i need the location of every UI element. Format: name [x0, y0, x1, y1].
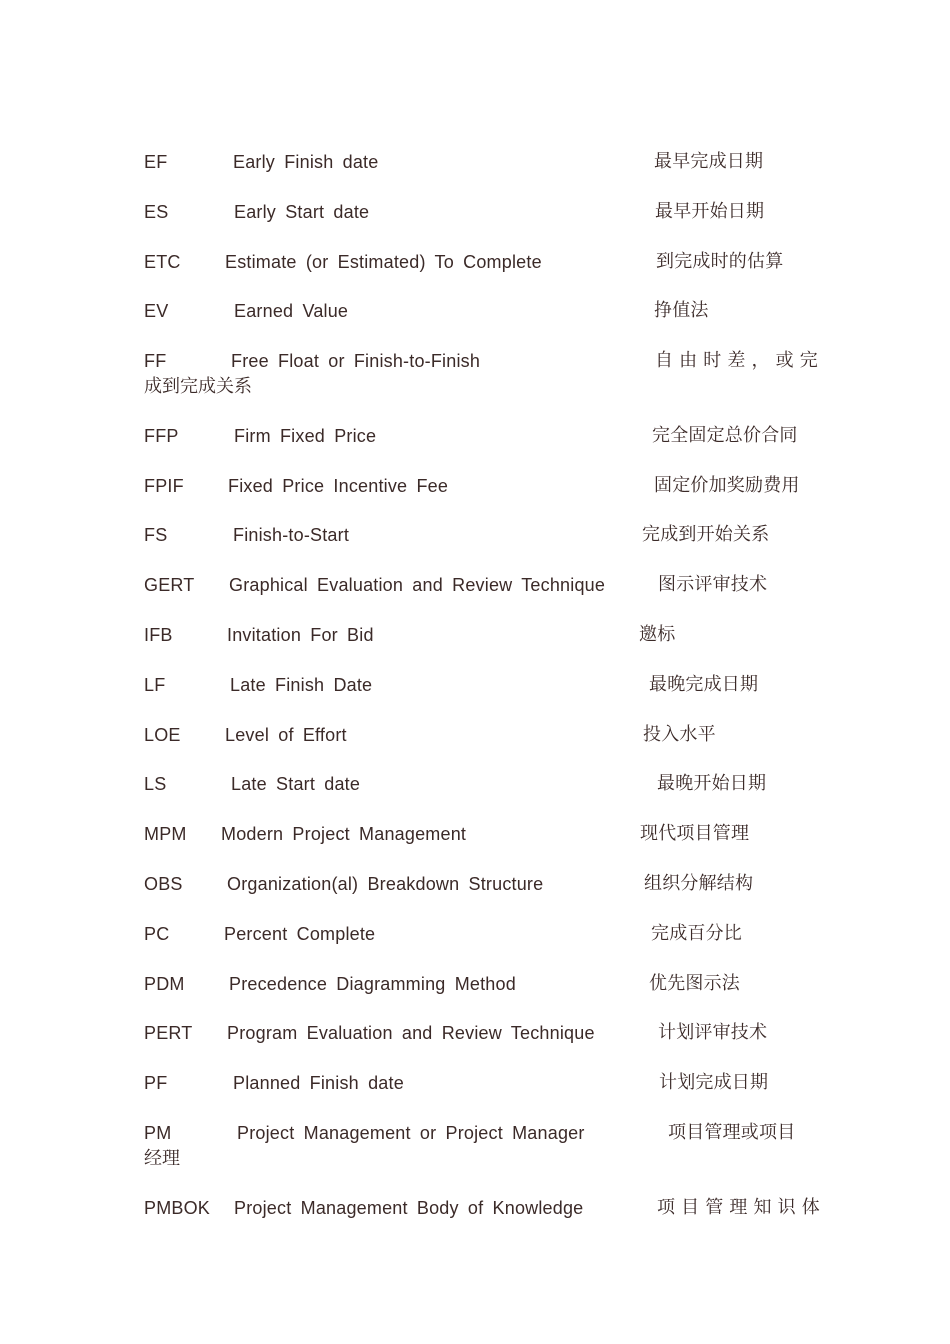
english-term: Project Management or Project Manager — [237, 1123, 585, 1143]
glossary-entry-obs — [0, 871, 950, 897]
glossary-entry-ef — [0, 149, 950, 175]
glossary-entry-pert — [0, 1020, 950, 1046]
english-term: Project Management Body of Knowledge — [234, 1198, 584, 1218]
english-term: Percent Complete — [224, 924, 376, 944]
abbreviation: FPIF — [144, 476, 184, 496]
chinese-term: 项目管理或项目 — [668, 1122, 796, 1143]
chinese-term: 组织分解结构 — [644, 873, 754, 894]
english-term: Finish-to-Start — [233, 525, 350, 545]
english-term: Firm Fixed Price — [234, 426, 377, 446]
english-term: Precedence Diagramming Method — [229, 974, 516, 994]
chinese-term: 图示评审技术 — [658, 574, 768, 595]
chinese-term: 挣值法 — [654, 300, 709, 321]
english-term: Level of Effort — [225, 725, 347, 745]
english-term: Organization(al) Breakdown Structure — [227, 874, 544, 894]
english-term: Late Start date — [231, 774, 361, 794]
chinese-term: 固定价加奖励费用 — [654, 475, 800, 496]
chinese-term: 现代项目管理 — [640, 823, 750, 844]
abbreviation: EF — [144, 152, 168, 172]
glossary-entry-gert — [0, 572, 950, 598]
abbreviation: EV — [144, 301, 169, 321]
english-term: Early Start date — [234, 202, 370, 222]
english-term: Early Finish date — [233, 152, 379, 172]
abbreviation: LS — [144, 774, 167, 794]
glossary-entry-pdm — [0, 971, 950, 997]
glossary-entry-fs — [0, 522, 950, 548]
chinese-term: 计划评审技术 — [658, 1022, 768, 1043]
abbreviation: PMBOK — [144, 1198, 211, 1218]
abbreviation: FFP — [144, 426, 179, 446]
chinese-term: 邀标 — [639, 624, 676, 645]
glossary-entry-es — [0, 199, 950, 225]
abbreviation: PERT — [144, 1023, 193, 1043]
chinese-term: 到完成时的估算 — [656, 251, 784, 272]
abbreviation: LOE — [144, 725, 181, 745]
chinese-term: 最早完成日期 — [654, 151, 764, 172]
abbreviation: FF — [144, 351, 167, 371]
chinese-term: 最早开始日期 — [655, 201, 765, 222]
abbreviation: IFB — [144, 625, 173, 645]
chinese-term: 最晚完成日期 — [649, 674, 759, 695]
glossary-entry-ev — [0, 298, 950, 324]
english-term: Fixed Price Incentive Fee — [228, 476, 449, 496]
chinese-term: 计划完成日期 — [659, 1072, 769, 1093]
chinese-term: 完成百分比 — [651, 923, 742, 944]
english-term: Invitation For Bid — [227, 625, 374, 645]
english-term: Planned Finish date — [233, 1073, 404, 1093]
glossary-entry-loe — [0, 722, 950, 748]
english-term: Free Float or Finish-to-Finish — [231, 351, 481, 371]
glossary-entry-lf — [0, 672, 950, 698]
english-term: Modern Project Management — [221, 824, 467, 844]
abbreviation: MPM — [144, 824, 187, 844]
english-term: Estimate (or Estimated) To Complete — [225, 252, 542, 272]
english-term: Late Finish Date — [230, 675, 373, 695]
chinese-term: 项 目 管 理 知 识 体 — [657, 1197, 820, 1218]
glossary-entry-pm — [0, 1120, 950, 1146]
chinese-term: 完成到开始关系 — [642, 524, 770, 545]
chinese-term: 优先图示法 — [649, 973, 740, 994]
abbreviation: OBS — [144, 874, 183, 894]
abbreviation: PM — [144, 1123, 172, 1143]
glossary-entry-pmbok — [0, 1195, 950, 1221]
chinese-term-continuation: 成到完成关系 — [144, 376, 252, 397]
abbreviation: GERT — [144, 575, 195, 595]
chinese-term: 最晚开始日期 — [657, 773, 767, 794]
glossary-entry-mpm — [0, 821, 950, 847]
abbreviation: PF — [144, 1073, 168, 1093]
chinese-term: 完全固定总价合同 — [652, 425, 798, 446]
chinese-term: 自 由 时 差 ， 或 完 — [655, 350, 818, 371]
chinese-term-continuation: 经理 — [144, 1148, 180, 1169]
abbreviation: ES — [144, 202, 169, 222]
english-term: Earned Value — [234, 301, 349, 321]
glossary-entry-etc — [0, 249, 950, 275]
glossary-entry-ffp — [0, 423, 950, 449]
abbreviation: FS — [144, 525, 168, 545]
english-term: Program Evaluation and Review Technique — [227, 1023, 595, 1043]
glossary-entry-pc — [0, 921, 950, 947]
glossary-entry-ls — [0, 771, 950, 797]
chinese-term: 投入水平 — [643, 724, 716, 745]
glossary-entry-fpif — [0, 473, 950, 499]
glossary-entry-pf — [0, 1070, 950, 1096]
glossary-entry-ff — [0, 348, 950, 374]
abbreviation: ETC — [144, 252, 181, 272]
abbreviation: PC — [144, 924, 170, 944]
english-term: Graphical Evaluation and Review Technique — [229, 575, 606, 595]
abbreviation: PDM — [144, 974, 185, 994]
abbreviation: LF — [144, 675, 166, 695]
glossary-entry-ifb — [0, 622, 950, 648]
